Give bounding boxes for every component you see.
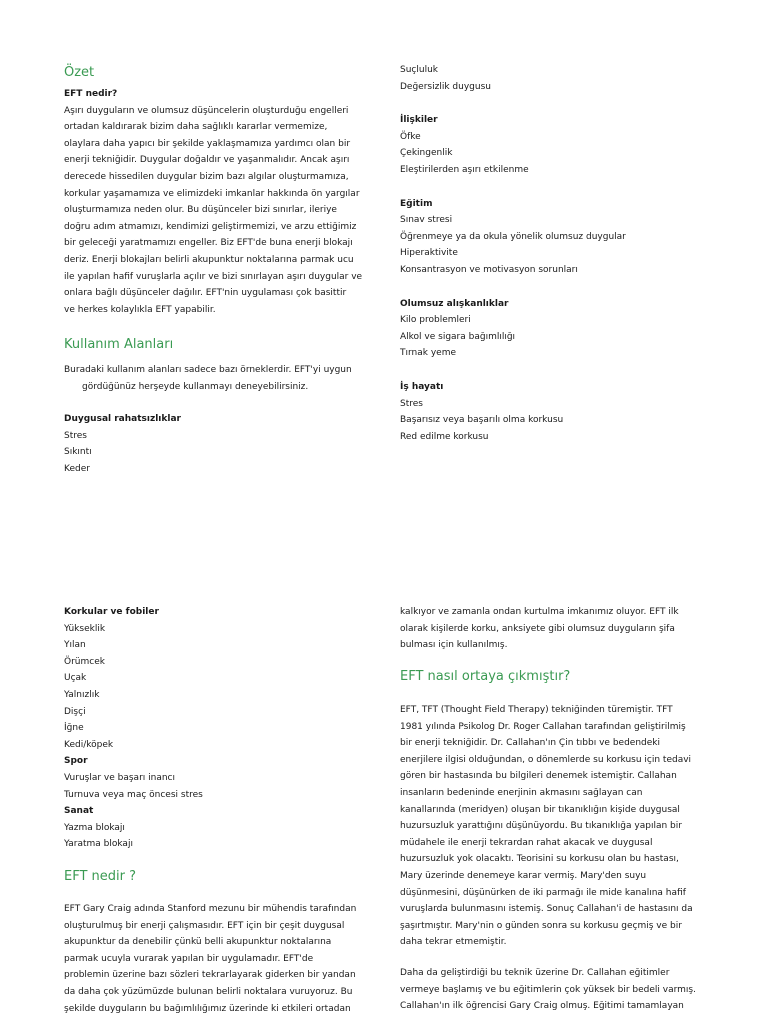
kullanim-line: Buradaki kullanım alanları sadece bazı örneklerdir. EFT'yi uygun — [64, 365, 352, 375]
origin-line: düşünmesini, düşünürken de iki parmağı ile mide kanalına hafif — [400, 887, 686, 898]
ozet-line: derecede hissedilen duygular bizim bazı algılar oluşturmamıza, — [64, 171, 349, 182]
list-item: Örümcek — [64, 656, 105, 667]
origin-line: bir enerji tekniğidir. Dr. Callahan'ın Çin tıbbı ve bedendeki — [400, 738, 660, 749]
korkular-section — [64, 604, 374, 853]
origin-line: kanallarında (meridyen) oluşan bir tıkanıklığın kişide duygusal — [400, 804, 680, 815]
category-title: İlişkiler — [400, 115, 438, 126]
eft-nedir-line: EFT Gary Craig adında Stanford mezunu bir mühendis tarafından — [64, 904, 357, 914]
list-item: Stres — [400, 398, 423, 409]
eft-nedir-question: EFT nedir? — [64, 89, 118, 99]
ozet-line: doğru adım atmamızı, kendimizi geliştirmemizi, ve arzu ettiğimiz — [64, 221, 357, 232]
list-item: Sınav stresi — [400, 215, 453, 226]
kullanim-section — [64, 336, 384, 395]
eft-nedir-line: oluşturulmuş bir enerji çalışmasıdır. EFT için bir çeşit duygusal — [64, 920, 345, 931]
ozet-section — [64, 64, 374, 318]
list-item: Öfke — [400, 131, 421, 142]
ozet-line: ve herkes kolaylıkla EFT yapabilir. — [64, 304, 216, 315]
origin-line: gören bir hastasında bu bilgileri denemek istemiştir. Callahan — [400, 771, 677, 782]
list-item: İğne — [64, 723, 84, 734]
eft-nedir-title: EFT nedir ? — [64, 869, 137, 884]
origin-line: şaşırtmıştır. Mary'nin o günden sonra su korkusu geçmiş ve bir — [400, 920, 682, 931]
ozet-line: bir geleceği yaratmamızı engeller. Biz EFT'de buna enerji blokajı — [64, 238, 353, 249]
list-item: Dişçi — [64, 706, 86, 717]
ozet-title: Özet — [64, 65, 95, 80]
duygusal-section — [64, 411, 374, 477]
list-item: Red edilme korkusu — [400, 431, 489, 442]
ozet-line: olaylara daha yapıcı bir şekilde yaklaşmamıza yardımcı olan bir — [64, 138, 351, 149]
ozet-line: Aşırı duyguların ve olumsuz düşüncelerin oluşturduğu engelleri — [64, 105, 349, 116]
list-item: Alkol ve sigara bağımlılığı — [400, 331, 516, 342]
list-item: Öğrenmeye ya da okula yönelik olumsuz duygular — [400, 231, 626, 242]
category-group — [400, 196, 720, 279]
origin-line: EFT, TFT (Thought Field Therapy) tekniğinden türemiştir. TFT — [400, 705, 673, 715]
kullanim-title: Kullanım Alanları — [64, 337, 174, 352]
list-item: Değersizlik duygusu — [400, 81, 491, 92]
final-line: Daha da geliştirdiği bu teknik üzerine Dr. Callahan eğitimler — [400, 967, 670, 978]
origin-line: daha tekrar etmemiştir. — [400, 937, 507, 948]
list-item: Vuruşlar ve başarı inancı — [64, 772, 176, 783]
ozet-line: ortadan kaldırarak bizim daha sağlıklı kararlar vermemize, — [64, 122, 328, 133]
list-item: Yazma blokajı — [64, 822, 125, 833]
category-title: Eğitim — [400, 198, 433, 209]
list-item: Uçak — [64, 673, 87, 684]
list-item: Sıkıntı — [64, 447, 92, 458]
origin-line: enerjilere ilgisi olduğundan, o dönemlerde su korkusu için tedavi — [400, 754, 692, 765]
list-item: Çekingenlik — [400, 148, 453, 159]
list-item: Hiperaktivite — [400, 248, 458, 259]
list-item: Turnuva veya maç öncesi stres — [64, 789, 203, 800]
list-item: Yalnızlık — [64, 689, 100, 700]
origin-line: Mary üzerinde denemeye karar vermiş. Mary'den suyu — [400, 870, 647, 881]
eft-nedir-line: da daha çok yüzümüzde bulunan belirli noktalara vuruyoruz. Bu — [64, 986, 353, 997]
origin-line: 1981 yılında Psikolog Dr. Roger Callahan tarafından geliştirilmiş — [400, 721, 686, 732]
list-item: Eleştirilerden aşırı etkilenme — [400, 164, 529, 175]
eft-nedir-line: şekilde duyguların bu bağımlılığımız üzerinde ki etkileri ortadan — [64, 1003, 351, 1014]
spor-list — [64, 770, 374, 803]
origin-line: insanların bedeninde enerjinin akmasını sağlayan can — [400, 787, 643, 798]
right-bottom-intro — [400, 604, 720, 654]
origin-line: müdahele ile enerji tekrardan rahat akacak ve duygusal — [400, 837, 653, 848]
list-item: Keder — [64, 463, 90, 474]
list-item: Tırnak yeme — [400, 348, 456, 359]
list-item: Yılan — [64, 640, 86, 651]
intro-line: bulması için kullanılmış. — [400, 640, 508, 651]
ozet-line: onlara bağlı düşünceler dağılır. EFT'nin uygulaması çok basittir — [64, 288, 347, 299]
ozet-line: deriz. Enerji blokajları belirli akupunktur noktalarına parmak ucu — [64, 254, 354, 265]
eft-nedir-paragraph — [64, 901, 384, 1017]
intro-line: olarak kişilerde korku, anksiyete gibi olumsuz duyguların şifa — [400, 623, 675, 634]
list-item: Konsantrasyon ve motivasyon sorunları — [400, 264, 578, 275]
sanat-list — [64, 820, 374, 853]
final-line: Callahan'ın ilk öğrencisi Gary Craig olmuş. Eğitimi tamamlayan — [400, 1001, 684, 1012]
list-item: Suçluluk — [400, 65, 438, 75]
category-group — [400, 112, 720, 178]
sanat-title: Sanat — [64, 806, 94, 817]
final-line: vermeye başlamış ve bu eğitimlerin çok yüksek bir bedeli varmış. — [400, 984, 696, 995]
origin-section — [400, 668, 720, 1015]
origin-line: huzursuzluk yok olacaktı. Teorisini su korkusu olan bu hastası, — [400, 854, 679, 865]
category-group — [400, 379, 720, 445]
category-title: İş hayatı — [400, 381, 444, 392]
ozet-line: oluşturmamıza neden olur. Bu düşünceler bizi sınırlar, ileriye — [64, 205, 337, 216]
ozet-line: enerji tekniğidir. Duygular doğaldır ve yaşanmalıdır. Ancak aşırı — [64, 155, 350, 166]
duygusal-title: Duygusal rahatsızlıklar — [64, 414, 181, 424]
pre-items-list — [400, 62, 720, 95]
kullanim-line: gördüğünüz herşeyde kullanmayı deneyebilirsiniz. — [82, 381, 309, 392]
origin-line: vuruşlarda bulunmasını istemiş. Sonuç Callahan'i de hastasını da — [400, 904, 693, 915]
intro-line: kalkıyor ve zamanla ondan kurtulma imkanımız oluyor. EFT ilk — [400, 607, 679, 617]
spor-title: Spor — [64, 756, 88, 767]
ozet-line: korkular yaşamamıza ve elimizdeki imkanlar hakkında ön yargılar — [64, 188, 360, 199]
category-title: Olumsuz alışkanlıklar — [400, 298, 509, 309]
category-group — [400, 296, 720, 362]
origin-line: huzursuzluk yarattığını düşünüyordu. Bu tıkanıklığa yapılan bir — [400, 821, 682, 832]
eft-nedir-section — [64, 868, 384, 1017]
list-item: Yükseklik — [64, 623, 106, 634]
origin-paragraph — [400, 702, 720, 951]
list-item: Kedi/köpek — [64, 739, 114, 750]
korkular-title: Korkular ve fobiler — [64, 607, 159, 617]
eft-nedir-line: parmak ucuyla vurarak yapılan bir uygulamadır. EFT'de — [64, 953, 314, 964]
ozet-line: ile yapılan hafif vuruşlarla açılır ve bizi sınırlayan aşırı duygular ve — [64, 271, 363, 282]
final-paragraph — [400, 965, 720, 1015]
eft-nedir-line: problemin üzerine bazı sözleri tekrarlayarak giderken bir yandan — [64, 970, 356, 981]
intro-paragraph — [400, 604, 720, 654]
list-item: Yaratma blokajı — [64, 839, 133, 850]
eft-nedir-line: akupunktur da denebilir çünkü belli akupunktur noktalarına — [64, 937, 332, 948]
origin-title: EFT nasıl ortaya çıkmıştır? — [400, 669, 571, 684]
ozet-paragraph — [64, 103, 374, 319]
korkular-list — [64, 621, 374, 754]
list-item: Başarısız veya başarılı olma korkusu — [400, 415, 564, 426]
category-groups — [400, 112, 720, 445]
right-top-list — [400, 62, 720, 445]
list-item: Stres — [64, 430, 87, 441]
list-item: Kilo problemleri — [400, 315, 471, 326]
duygusal-list — [64, 428, 374, 478]
